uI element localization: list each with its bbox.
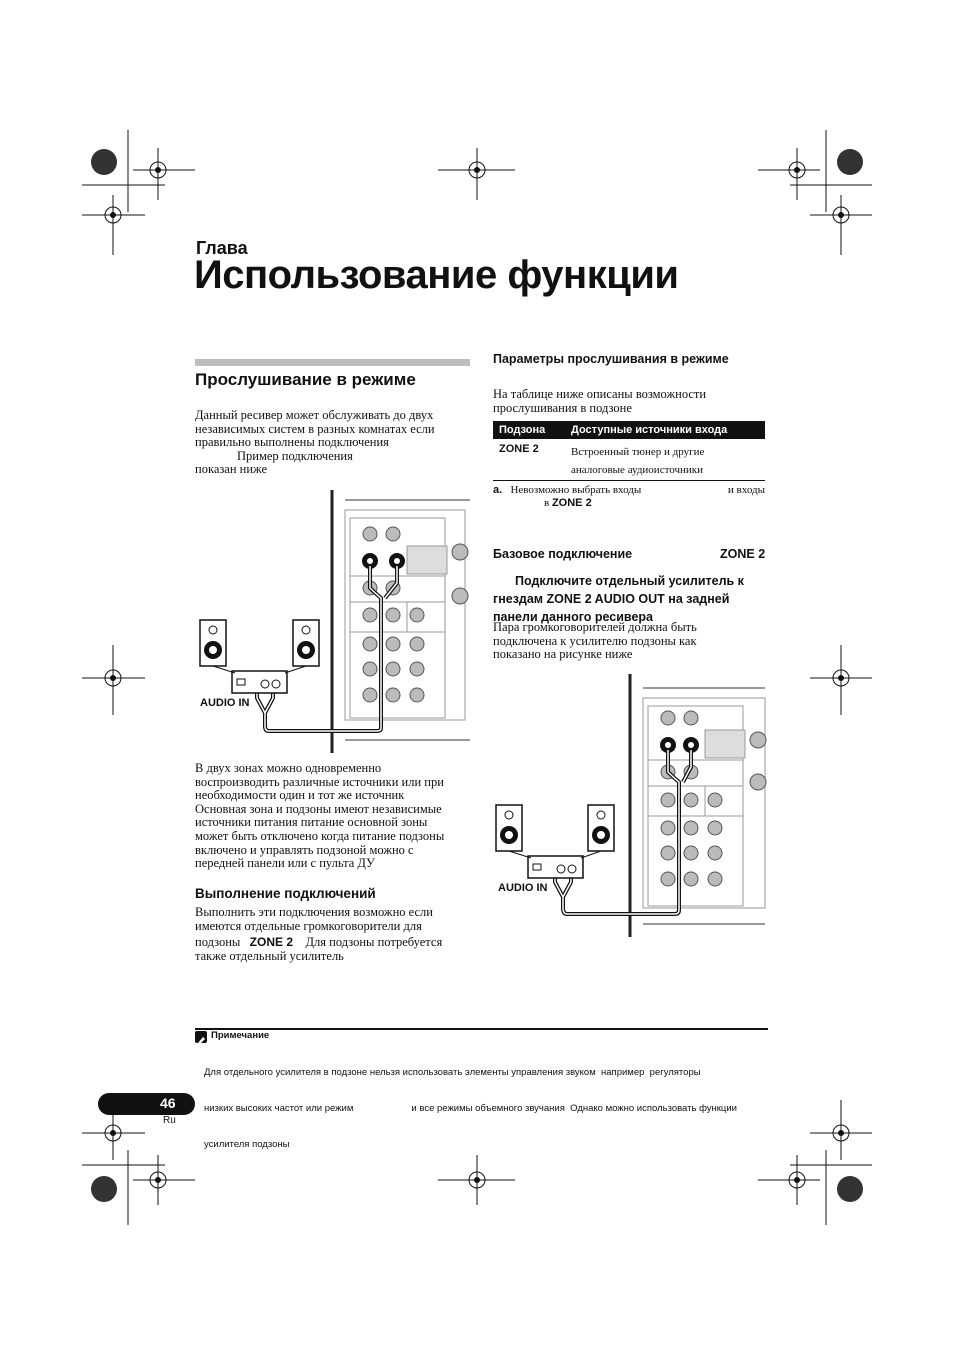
step-instruction: Подключите отдельный усилитель к гнездам ZONE 2 AUDIO OUT на задней панели данного ресивера bbox=[493, 574, 744, 624]
language-code: Ru bbox=[163, 1115, 176, 1126]
connections-text: Выполнить эти подключения возможно если имеются отдельные громкоговорители для подзоны ZONE 2 Для подзоны потребуется также отдельный усилитель bbox=[195, 905, 443, 963]
basic-title: Базовое подключение bbox=[493, 547, 633, 561]
table-row bbox=[493, 439, 765, 483]
note-icon bbox=[195, 1031, 207, 1043]
page-number-badge bbox=[98, 1093, 195, 1115]
section-title: Прослушивание в режиме bbox=[195, 370, 416, 389]
table-cell: Встроенный тюнер и другие аналоговые аудиоисточники bbox=[571, 446, 705, 476]
intro-text: Данный ресивер может обслуживать до двух независимых систем в разных комнатах если правильно выполнены подключения Пример подключения показан ниже bbox=[195, 408, 435, 477]
zone-label: ZONE 2 bbox=[249, 935, 294, 950]
section-bar bbox=[195, 359, 470, 366]
table-header: Подзона bbox=[493, 421, 565, 439]
table-header-row bbox=[493, 421, 765, 439]
params-title: Параметры прослушивания в режиме bbox=[493, 352, 729, 366]
zones-text: В двух зонах можно одновременно воспроизводить различные источники или при необходимости один и тот же источник Основная зона и подзоны имеют независимые источники питания питание основной зоны может быть отключено когда питание подзоны включено и управлять подзоной можно с передней панели или с пульта ДУ bbox=[195, 761, 445, 871]
figure-label-right: AUDIO IN bbox=[498, 882, 548, 894]
note-title: Примечание bbox=[211, 1030, 270, 1041]
zone-table bbox=[493, 421, 765, 483]
chapter-title: Использование функции bbox=[194, 253, 679, 297]
note-text: Для отдельного усилителя в подзоне нельзя использовать элементы управления звуком например регуляторы низких высоких частот или режим и все режимы объемного звучания Однако можно использовать функции усилителя подзоны bbox=[204, 1067, 737, 1150]
basic-zone: ZONE 2 bbox=[720, 547, 766, 561]
step-text: Пара громкоговорителей должна быть подключена к усилителю подзоны как показано на рисунке ниже bbox=[493, 620, 697, 662]
params-text: На таблице ниже описаны возможности прослушивания в подзоне bbox=[493, 387, 707, 415]
table-header: Доступные источники входа bbox=[565, 421, 765, 439]
note-rule bbox=[195, 1028, 768, 1030]
connections-title: Выполнение подключений bbox=[195, 886, 376, 901]
page-number: 46 bbox=[160, 1095, 176, 1111]
connection-diagram-left bbox=[195, 488, 475, 756]
table-cell: ZONE 2 bbox=[499, 443, 539, 455]
chapter-label: Глава bbox=[196, 238, 248, 258]
table-rule bbox=[493, 480, 765, 481]
connection-diagram-right bbox=[493, 672, 768, 940]
table-footnote: a. Невозможно выбрать входы и входы в ZONE 2 bbox=[493, 484, 765, 509]
figure-label-left: AUDIO IN bbox=[200, 697, 250, 709]
